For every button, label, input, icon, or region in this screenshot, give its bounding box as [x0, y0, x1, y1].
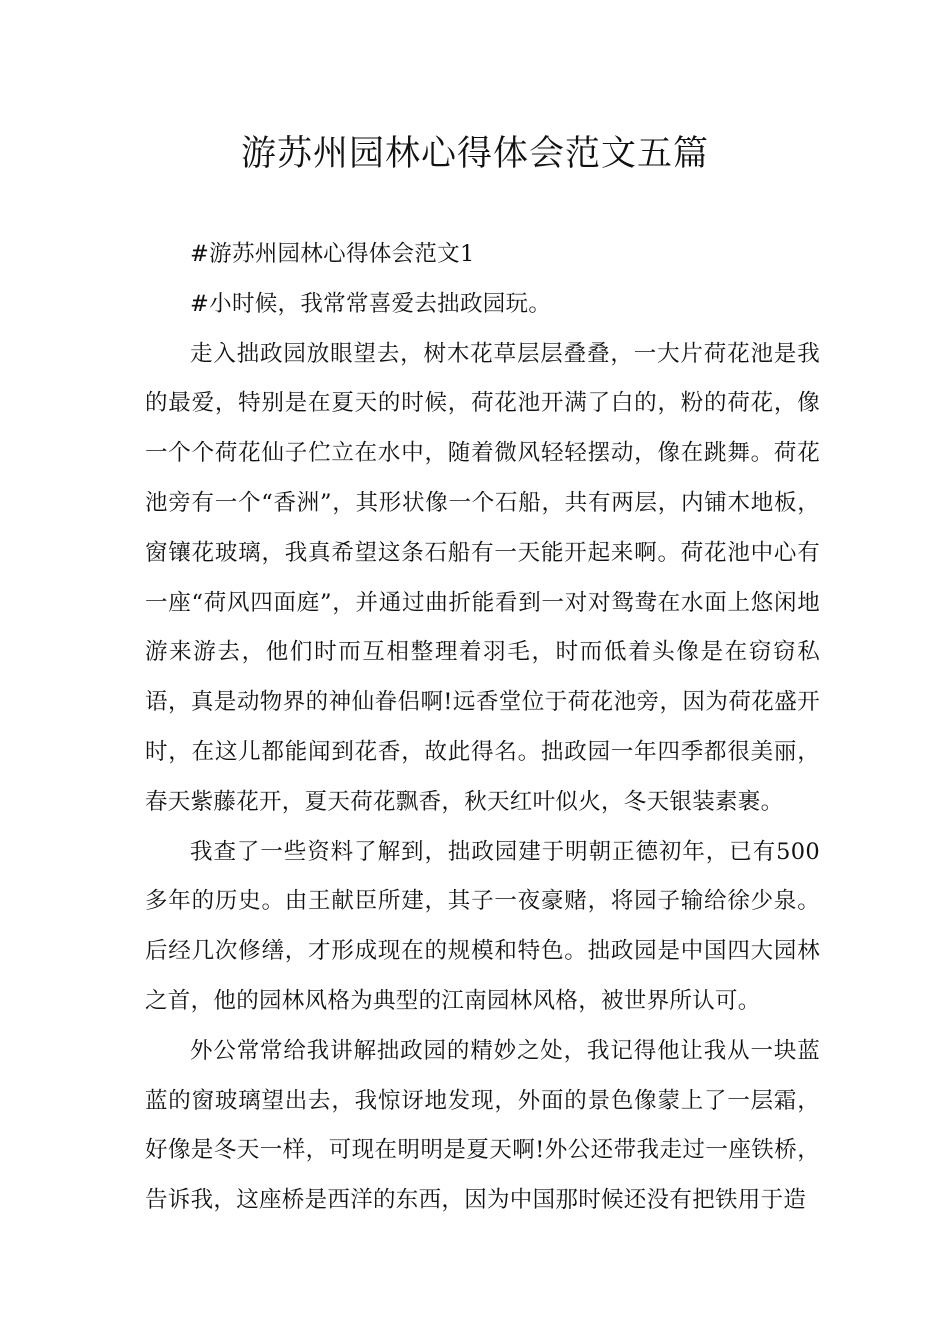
paragraph: 走入拙政园放眼望去，树木花草层层叠叠，一大片荷花池是我的最爱，特别是在夏天的时候，荷花池开满了白的，粉的荷花，像一个个荷花仙子伫立在水中，随着微风轻轻摆动，像在跳舞。荷花池旁有一个“香洲”，其形状像一个石船，共有两层，内铺木地板，窗镶花玻璃，我真希望这条石船有一天能开起来啊。荷花池中心有一座“荷风四面庭”，并通过曲折能看到一对对鸳鸯在水面上悠闲地游来游去，他们时而互相整理着羽毛，时而低着头像是在窃窃私语，真是动物界的神仙眷侣啊!远香堂位于荷花池旁，因为荷花盛开时，在这儿都能闻到花香，故此得名。拙政园一年四季都很美丽，春天紫藤花开，夏天荷花飘香，秋天红叶似火，冬天银装素裹。	[145, 340, 820, 815]
paragraph: 外公常常给我讲解拙政园的精妙之处，我记得他让我从一块蓝蓝的窗玻璃望出去，我惊讶地发现，外面的景色像蒙上了一层霜，好像是冬天一样，可现在明明是夏天啊!外公还带我走过一座铁桥，告诉我，这座桥是西洋的东西，因为中国那时候还没有把铁用于造	[145, 1037, 820, 1214]
document-title: 游苏州园林心得体会范文五篇	[240, 134, 709, 174]
paragraph: #小时候，我常常喜爱去拙政园玩。	[190, 290, 552, 317]
section-heading: #游苏州园林心得体会范文1	[190, 241, 475, 267]
document-body	[145, 230, 820, 1226]
paragraph: 我查了一些资料了解到，拙政园建于明朝正德初年，已有500多年的历史。由王献臣所建，其子一夜豪赌，将园子输给徐少泉。后经几次修缮，才形成现在的规模和特色。拙政园是中国四大园林之首，他的园林风格为典型的江南园林风格，被世界所认可。	[145, 838, 820, 1014]
